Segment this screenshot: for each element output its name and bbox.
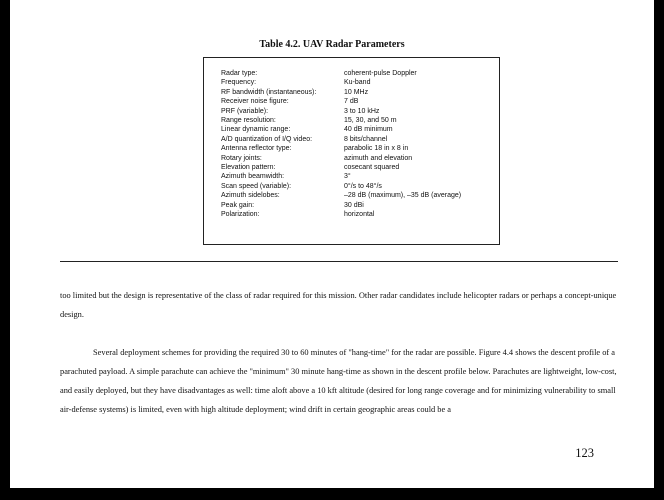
parameter-row xyxy=(221,78,495,87)
parameter-value: parabolic 18 in x 8 in xyxy=(344,145,409,153)
parameter-value: 10 MHz xyxy=(344,88,369,96)
parameter-row xyxy=(221,125,495,134)
parameter-label: RF bandwidth (instantaneous): xyxy=(221,88,317,96)
parameter-label: Receiver noise figure: xyxy=(221,98,289,106)
parameter-value: 7 dB xyxy=(344,98,359,106)
radar-parameters-table xyxy=(203,57,500,245)
parameter-label: Rotary joints: xyxy=(221,154,262,162)
parameter-row xyxy=(221,163,495,172)
parameter-value: 3 to 10 kHz xyxy=(344,107,380,115)
parameter-row xyxy=(221,116,495,125)
parameter-label: Peak gain: xyxy=(221,201,255,209)
parameter-row xyxy=(221,69,495,78)
parameter-value: –28 dB (maximum), –35 dB (average) xyxy=(344,192,462,200)
parameter-value: 30 dBi xyxy=(344,201,364,209)
parameter-row xyxy=(221,201,495,210)
parameter-value: 3° xyxy=(344,173,351,181)
parameter-value: 40 dB minimum xyxy=(344,126,393,134)
parameter-label: Radar type: xyxy=(221,70,258,77)
page-number: 123 xyxy=(575,446,594,460)
parameter-label: Azimuth sidelobes: xyxy=(221,192,280,200)
parameter-row xyxy=(221,172,495,181)
paragraph-continuation: too limited but the design is representative of the class of radar required for this mission. Other radar candidates include helicopter radars or perhaps a concept-unique design. xyxy=(60,291,617,319)
parameter-label: Polarization: xyxy=(221,211,260,219)
parameter-label: Azimuth beamwidth: xyxy=(221,173,285,181)
parameter-label: Range resolution: xyxy=(221,117,276,125)
parameter-row xyxy=(221,107,495,116)
parameter-row xyxy=(221,97,495,106)
parameter-row xyxy=(221,135,495,144)
parameter-value: coherent-pulse Doppler xyxy=(344,70,417,77)
parameter-label: Elevation pattern: xyxy=(221,164,276,172)
parameter-label: Frequency: xyxy=(221,79,257,87)
parameter-row xyxy=(221,88,495,97)
parameter-row xyxy=(221,144,495,153)
parameter-value: 8 bits/channel xyxy=(344,135,388,143)
parameter-value: cosecant squared xyxy=(344,164,400,172)
parameter-label: Linear dynamic range: xyxy=(221,126,291,134)
paragraph-deployment: Several deployment schemes for providing the required 30 to 60 minutes of "hang-time" for the radar are possible. Figure 4.4 shows the descent profile of a parachuted payload. A simple parachute can achieve the "minimum" 30 minute hang-time as shown in the descent profile below. Parachutes are lightweight, low-cost, and easily deployed, but they have disadvantages as well: time aloft above a 10 kft altitude (desired for long range coverage and for minimizing vulnerability to small air-defense systems) is limited, even with high altitude deployment; wind drift in certain geographic areas could be a xyxy=(60,348,617,414)
parameter-value: horizontal xyxy=(344,211,375,219)
parameter-row xyxy=(221,191,495,200)
parameter-value: azimuth and elevation xyxy=(344,154,413,162)
document-page xyxy=(10,0,654,488)
parameter-label: Antenna reflector type: xyxy=(221,145,292,153)
parameter-value: 0°/s to 48°/s xyxy=(344,182,382,190)
parameter-label: Scan speed (variable): xyxy=(221,182,292,190)
parameter-row xyxy=(221,182,495,191)
table-caption: Table 4.2. UAV Radar Parameters xyxy=(259,39,405,50)
parameter-row xyxy=(221,210,495,219)
parameter-list xyxy=(221,69,495,220)
parameter-row xyxy=(221,154,495,163)
parameter-label: PRF (variable): xyxy=(221,107,269,115)
parameter-value: 15, 30, and 50 m xyxy=(344,117,397,125)
section-divider xyxy=(60,261,618,262)
parameter-value: Ku-band xyxy=(344,79,371,87)
parameter-label: A/D quantization of I/Q video: xyxy=(221,135,313,143)
